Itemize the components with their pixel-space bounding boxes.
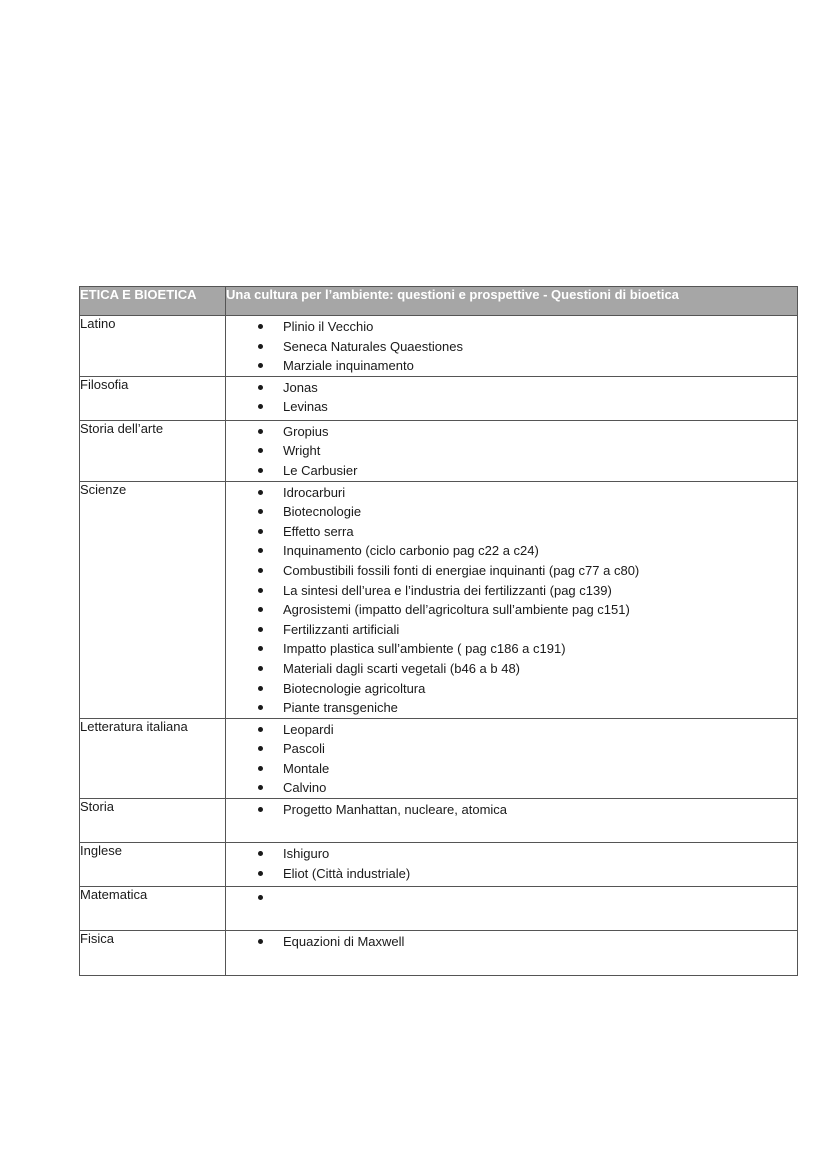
list-item: Agrosistemi (impatto dell’agricoltura sull’ambiente pag c151) <box>226 600 797 620</box>
list-item: Levinas <box>226 397 797 417</box>
list-item: Equazioni di Maxwell <box>226 932 797 952</box>
table-row <box>80 316 798 377</box>
topic-list <box>226 719 797 798</box>
list-item: Plinio il Vecchio <box>226 317 797 337</box>
list-item: Biotecnologie agricoltura <box>226 679 797 699</box>
list-item: Montale <box>226 759 797 779</box>
topics-cell <box>226 376 798 420</box>
topics-cell <box>226 931 798 976</box>
subject-cell: Fisica <box>80 931 226 976</box>
topic-list <box>226 799 797 820</box>
topic-list <box>226 482 797 718</box>
subject-cell: Storia <box>80 799 226 843</box>
subject-cell: Storia dell’arte <box>80 420 226 481</box>
list-item: La sintesi dell’urea e l’industria dei fertilizzanti (pag c139) <box>226 581 797 601</box>
list-item: Calvino <box>226 778 797 798</box>
list-item: Pascoli <box>226 739 797 759</box>
subject-cell: Filosofia <box>80 376 226 420</box>
topic-list <box>226 316 797 376</box>
topic-list <box>226 421 797 481</box>
list-item: Materiali dagli scarti vegetali (b46 a b 48) <box>226 659 797 679</box>
subject-cell: Latino <box>80 316 226 377</box>
header-title: Una cultura per l’ambiente: questioni e prospettive - Questioni di bioetica <box>226 287 798 316</box>
subject-cell: Matematica <box>80 887 226 931</box>
list-item: Piante transgeniche <box>226 698 797 718</box>
list-item: Progetto Manhattan, nucleare, atomica <box>226 800 797 820</box>
topic-list <box>226 377 797 417</box>
table-row <box>80 420 798 481</box>
subject-cell: Scienze <box>80 481 226 718</box>
table-header-row <box>80 287 798 316</box>
header-theme: ETICA E BIOETICA <box>80 287 226 316</box>
table-row <box>80 718 798 798</box>
list-item: Idrocarburi <box>226 483 797 503</box>
curriculum-table <box>79 286 798 976</box>
table-row <box>80 887 798 931</box>
list-item: Jonas <box>226 378 797 398</box>
subject-cell: Inglese <box>80 843 226 887</box>
list-item: Combustibili fossili fonti di energiae inquinanti (pag c77 a c80) <box>226 561 797 581</box>
topics-cell <box>226 843 798 887</box>
list-item: Marziale inquinamento <box>226 356 797 376</box>
table-row <box>80 799 798 843</box>
list-item: Inquinamento (ciclo carbonio pag c22 a c24) <box>226 541 797 561</box>
list-item: Biotecnologie <box>226 502 797 522</box>
table-row <box>80 376 798 420</box>
topics-cell <box>226 481 798 718</box>
list-item: Wright <box>226 441 797 461</box>
table-row <box>80 481 798 718</box>
list-item: Effetto serra <box>226 522 797 542</box>
topic-list <box>226 931 797 952</box>
list-item: Seneca Naturales Quaestiones <box>226 337 797 357</box>
table-row <box>80 931 798 976</box>
list-item: Le Carbusier <box>226 461 797 481</box>
topic-list <box>226 887 797 908</box>
topics-cell <box>226 420 798 481</box>
list-item: Fertilizzanti artificiali <box>226 620 797 640</box>
list-item: Gropius <box>226 422 797 442</box>
table-row <box>80 843 798 887</box>
topics-cell <box>226 718 798 798</box>
list-item <box>226 888 797 908</box>
list-item: Impatto plastica sull’ambiente ( pag c186 a c191) <box>226 639 797 659</box>
topics-cell <box>226 316 798 377</box>
topic-list <box>226 843 797 883</box>
list-item: Eliot (Città industriale) <box>226 864 797 884</box>
list-item: Ishiguro <box>226 844 797 864</box>
list-item: Leopardi <box>226 720 797 740</box>
topics-cell <box>226 799 798 843</box>
subject-cell: Letteratura italiana <box>80 718 226 798</box>
topics-cell <box>226 887 798 931</box>
